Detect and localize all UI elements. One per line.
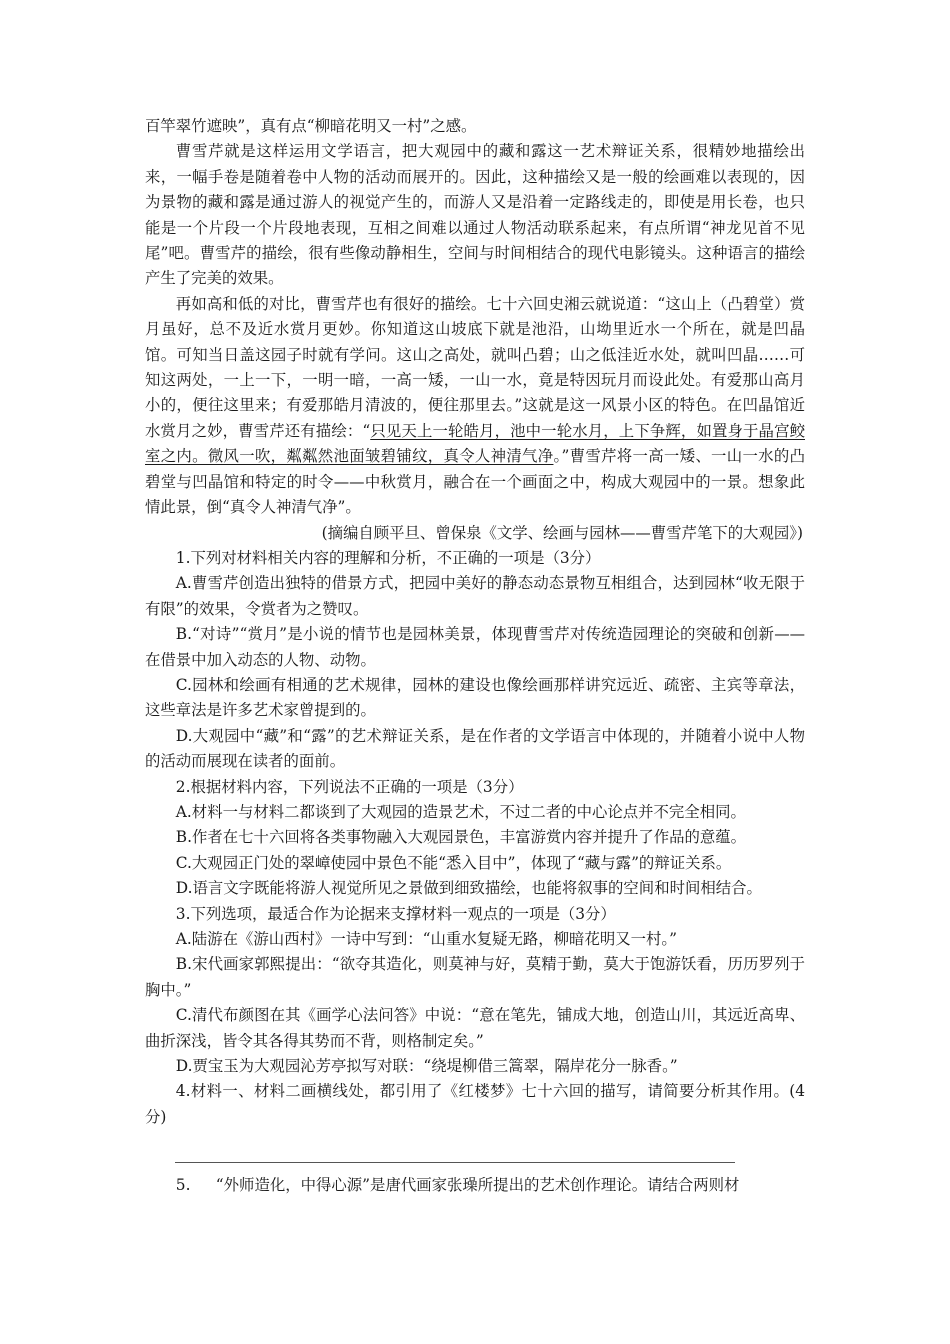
document-page <box>145 114 805 1199</box>
paragraph-cao-xueqin-language: 曹雪芹就是这样运用文学语言，把大观园中的藏和露这一艺术辩证关系，很精妙地描绘出来，一幅手卷是随着卷中人物的活动而展开的。因此，这种描绘又是一般的绘画难以表现的，因为景物的藏和露是通过游人的视觉产生的，而游人又是沿着一定路线走的，即使是用长卷，也只能是一个片段一个片段地表现，互相之间难以通过人物活动联系起来，有点所谓“神龙见首不见尾”吧。曹雪芹的描绘，很有些像动静相生，空间与时间相结合的现代电影镜头。这种语言的描绘产生了完美的效果。 <box>145 142 805 288</box>
paragraph-continuation: 百竿翠竹遮映”，真有点“柳暗花明又一村”之感。 <box>145 117 477 135</box>
question-5-text: “外师造化，中得心源”是唐代画家张璪所提出的艺术创作理论。请结合两则材 <box>215 1176 740 1195</box>
question-2-stem: 2.根据材料内容，下列说法不正确的一项是（3分） <box>175 777 524 796</box>
question-1-option-d: D.大观园中“藏”和“露”的艺术辩证关系，是在作者的文学语言中体现的，并随着小说中人物的活动而展现在读者的面前。 <box>145 726 805 771</box>
question-3-option-a: A.陆游在《游山西村》一诗中写到：“山重水复疑无路，柳暗花明又一村。” <box>175 930 677 948</box>
question-2-option-c: C.大观园正门处的翠嶂使园中景色不能“悉入目中”，体现了“藏与露”的辩证关系。 <box>175 853 732 872</box>
question-1-option-b: B.“对诗”“赏月”是小说的情节也是园林美景，体现曹雪芹对传统造园理论的突破和创新——在借景中加入动态的人物、动物。 <box>145 625 805 669</box>
question-3-stem: 3.下列选项，最适合作为论据来支撑材料一观点的一项是（3分） <box>175 904 616 923</box>
question-4-stem: 4.材料一、材料二画横线处，都引用了《红楼梦》七十六回的描写，请简要分析其作用。(4分) <box>145 1082 805 1126</box>
question-3-option-c: C.清代布颜图在其《画学心法问答》中说：“意在笔先，铺成大地，创造山川，其远近高卑、曲折深浅，皆令其各得其势而不背，则格制定矣。” <box>145 1006 805 1050</box>
question-3-option-b: B.宋代画家郭熙提出：“欲夺其造化，则莫神与好，莫精于勤，莫大于饱游饫看，历历罗列于胸中。” <box>145 955 805 999</box>
paragraph-high-low-contrast <box>145 292 805 521</box>
question-2-option-b: B.作者在七十六回将各类事物融入大观园景色，丰富游赏内容并提升了作品的意蕴。 <box>175 828 747 847</box>
paragraph-text: 。”曹雪芹将一高一矮、一山一水的凸碧堂与凹晶馆和特定的时令——中秋赏月，融合在一个画面之中，构成大观园中的一景。想象此情此景，倒“真令人神清气净”。 <box>145 447 805 517</box>
question-2-option-d: D.语言文字既能将游人视觉所见之景做到细致描绘，也能将叙事的空间和时间相结合。 <box>175 879 762 898</box>
paragraph-text: 再如高和低的对比，曹雪芹也有很好的描绘。七十六回史湘云就说道：“这山上（凸碧堂）赏月虽好，总不及近水赏月更妙。你知道这山坡底下就是池沿，山坳里近水一个所在，就是凹晶馆。可知当日盖这园子时就有学问。这山之高处，就叫凸碧；山之低洼近水处，就叫凹晶……可知这两处，一上一下，一明一暗，一高一矮，一山一水，竟是特因玩月而设此处。有爱那山高月小的，便往这里来；有爱那皓月清波的，便往那里去。”这就是这一风景小区的特色。在凹晶馆近水赏月之妙，曹雪芹还有描绘：“ <box>145 294 805 440</box>
question-1-option-c: C.园林和绘画有相通的艺术规律，园林的建设也像绘画那样讲究远近、疏密、主宾等章法，这些章法是许多艺术家曾提到的。 <box>145 675 805 720</box>
question-1-option-a: A.曹雪芹创造出独特的借景方式，把园中美好的静态动态景物互相组合，达到园林“收无限于有限”的效果，令赏者为之赞叹。 <box>145 574 805 618</box>
question-3-option-d: D.贾宝玉为大观园沁芳亭拟写对联：“绕堤柳借三篙翠，隔岸花分一脉香。” <box>175 1057 678 1076</box>
underlined-quote: 只见天上一轮皓月，池中一轮水月，上下争辉，如置身于晶宫鲛室之内。微风一吹，粼粼然池面皱碧铺纹，真令人神清气净 <box>145 421 805 466</box>
source-citation: (摘编自顾平旦、曾保泉《文学、绘画与园林——曹雪芹笔下的大观园》) <box>321 523 803 542</box>
answer-line <box>175 1162 735 1163</box>
question-5-number: 5. <box>175 1176 191 1195</box>
question-1-stem: 1.下列对材料相关内容的理解和分析，不正确的一项是（3分） <box>175 548 601 567</box>
question-2-option-a: A.材料一与材料二都谈到了大观园的造景艺术，不过二者的中心论点并不完全相同。 <box>175 802 746 821</box>
question-5-stem <box>145 1173 805 1198</box>
